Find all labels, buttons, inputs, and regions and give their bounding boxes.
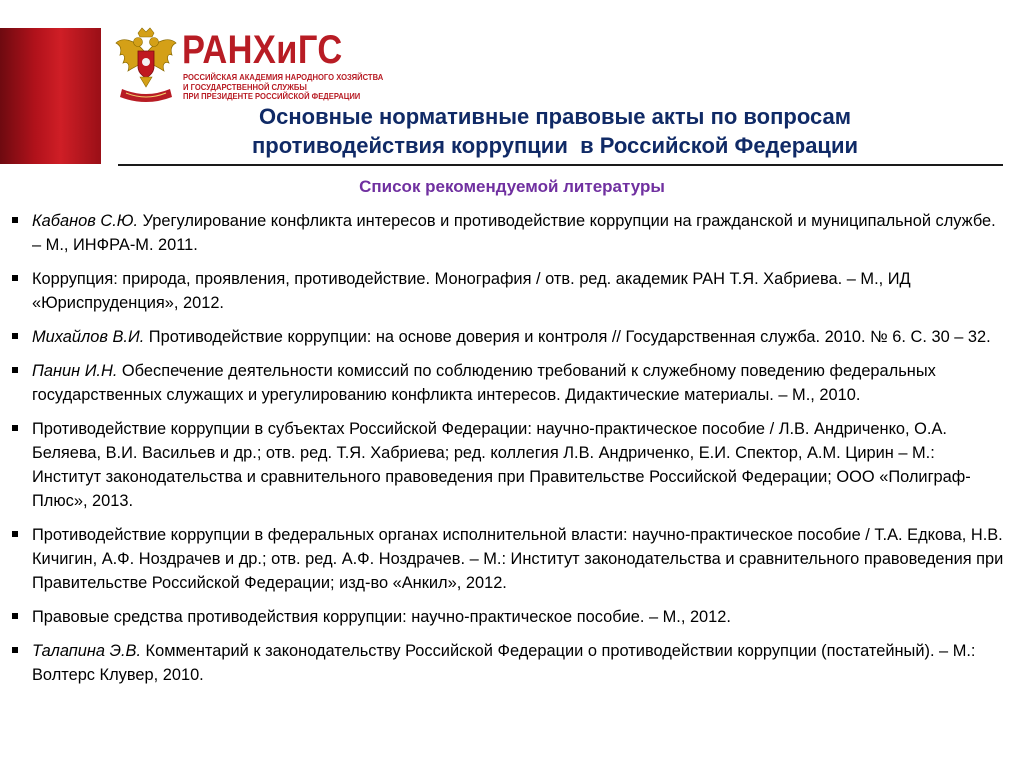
title-divider (118, 164, 1003, 166)
reference-author: Кабанов С.Ю. (32, 212, 139, 230)
page-title-line-2: противодействия коррупции в Российской Федерации (251, 133, 859, 158)
brand-subtitle-line: И ГОСУДАРСТВЕННОЙ СЛУЖБЫ (183, 81, 307, 92)
bullet-icon (12, 333, 18, 339)
bullet-icon (12, 647, 18, 653)
reference-author: Панин И.Н. (32, 362, 118, 380)
reference-text: Урегулирование конфликта интересов и противодействие коррупции на гражданской и муниципальной службе. – М., ИНФРА-М. 2011. (32, 212, 996, 254)
brand-name: РАНХиГС (182, 28, 343, 72)
reference-item (12, 605, 1007, 629)
reference-text: Комментарий к законодательству Российской Федерации о противодействии коррупции (постатейный). – М.: Волтерс Клувер, 2010. (32, 642, 976, 684)
reference-item (12, 325, 1007, 349)
brand-subtitle-line: РОССИЙСКАЯ АКАДЕМИЯ НАРОДНОГО ХОЗЯЙСТВА (183, 72, 384, 82)
reference-text: Обеспечение деятельности комиссий по соблюдению требований к служебному поведению федеральных государственных служащих и урегулированию конфликта интересов. Дидактические материалы. – М., 2010. (32, 362, 936, 404)
reference-text: Противодействие коррупции в федеральных органах исполнительной власти: научно-практическое пособие / Т.А. Едкова, Н.В. Кичигин, А.Ф. Ноздрачев и др.; отв. ред. А.Ф. Ноздрачев. – М.: Институт законодательства и сравнительного правоведения при Правительстве Российской Федерации; изд-во «Анкил», 2012. (32, 526, 1004, 592)
brand-subtitle (183, 72, 384, 102)
bullet-icon (12, 217, 18, 223)
double-headed-eagle-emblem-icon (114, 27, 178, 105)
bullet-icon (12, 425, 18, 431)
reference-text: Противодействие коррупции: на основе доверия и контроля // Государственная служба. 2010. № 6. С. 30 – 32. (144, 328, 991, 346)
reference-text: Коррупция: природа, проявления, противодействие. Монография / отв. ред. академик РАН Т.Я. Хабриева. – М., ИД «Юриспруденция», 2012. (32, 270, 911, 312)
reference-text: Правовые средства противодействия коррупции: научно-практическое пособие. – М., 2012. (32, 608, 731, 626)
brand-subtitle-line: ПРИ ПРЕЗИДЕНТЕ РОССИЙСКОЙ ФЕДЕРАЦИИ (183, 91, 361, 102)
section-subtitle: Список рекомендуемой литературы (359, 177, 665, 196)
reference-item (12, 209, 1007, 257)
bullet-icon (12, 275, 18, 281)
bullet-icon (12, 531, 18, 537)
bullet-icon (12, 613, 18, 619)
reference-author: Талапина Э.В. (32, 642, 141, 660)
reference-item (12, 267, 1007, 315)
reference-text: Противодействие коррупции в субъектах Российской Федерации: научно-практическое пособие / Л.В. Андриченко, О.А. Беляева, В.И. Васильев и др.; отв. ред. Т.Я. Хабриева; ред. коллегия Л.В. Андриченко, Е.И. Спектор, А.М. Цирин – М.: Институт законодательства и сравнительного правоведения при Правительстве Российской Федерации; ООО «Полиграф-Плюс», 2013. (32, 420, 971, 510)
reference-list (12, 209, 1007, 697)
reference-author: Михайлов В.И. (32, 328, 145, 346)
reference-item (12, 523, 1007, 595)
decorative-red-block (0, 28, 101, 164)
bullet-icon (12, 367, 18, 373)
page-title (110, 102, 1000, 160)
page-title-line-1: Основные нормативные правовые акты по вопросам (259, 104, 851, 129)
reference-item (12, 417, 1007, 513)
reference-item (12, 639, 1007, 687)
reference-item (12, 359, 1007, 407)
